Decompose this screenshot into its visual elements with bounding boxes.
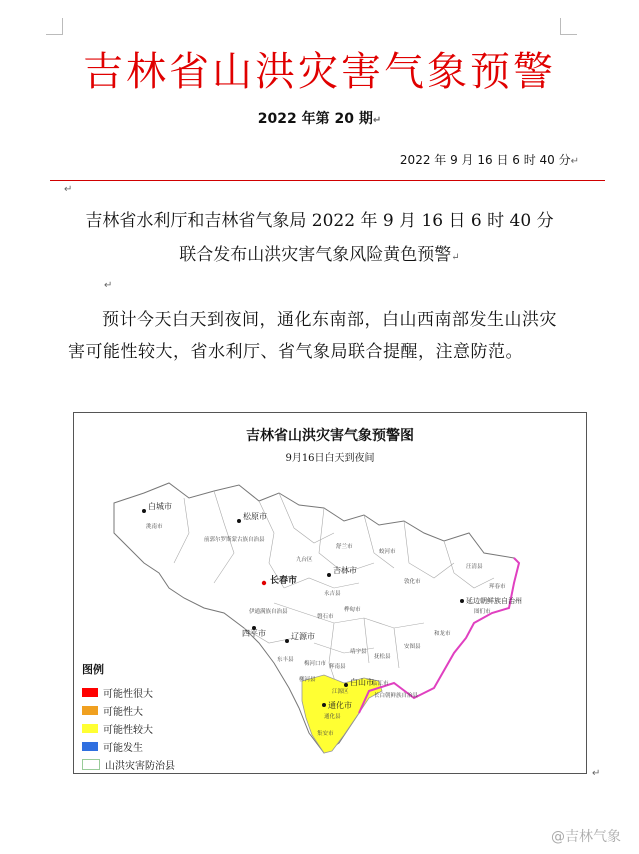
legend-swatch <box>82 724 98 733</box>
heading-line-1: 吉林省水利厅和吉林省气象局 2022 年 9 月 16 日 6 时 40 分 <box>85 211 554 231</box>
city-label-jilin: 吉林市 <box>333 566 357 575</box>
county-label: 图们市 <box>474 609 491 615</box>
county-label: 通化县 <box>324 714 341 720</box>
county-label: 辉南县 <box>329 664 346 670</box>
county-label: 江源区 <box>332 689 349 695</box>
corner-mark-right <box>560 18 577 35</box>
legend-item: 山洪灾害防治县 <box>82 755 175 773</box>
city-label-songyuan: 松原市 <box>243 512 267 521</box>
city-label-changchun: 长春市 <box>270 576 298 586</box>
county-label: 安图县 <box>404 644 421 650</box>
county-label: 敦化市 <box>404 579 421 585</box>
city-label-yanbian: 延边朝鲜族自治州 <box>466 597 522 605</box>
legend-item: 可能性大 <box>82 701 175 719</box>
county-label: 长白朝鲜族自治县 <box>374 693 419 699</box>
county-label: 磐石市 <box>317 614 334 620</box>
county-label: 前郭尔罗斯蒙古族自治县 <box>204 537 265 543</box>
county-label: 集安市 <box>317 731 334 737</box>
body-paragraph: 预计今天白天到夜间，通化东南部，白山西南部发生山洪灾害可能性较大，省水利厅、省气象局联合提醒，注意防范。 <box>68 310 557 362</box>
watermark: @吉林气象 <box>551 829 621 845</box>
legend-item: 可能性很大 <box>82 683 175 701</box>
city-label-baicheng: 白城市 <box>148 502 172 511</box>
legend-item: 可能发生 <box>82 737 175 755</box>
legend-swatch <box>82 742 98 751</box>
document-title: 吉林省山洪灾害气象预警 <box>83 49 556 95</box>
county-label: 永吉县 <box>324 591 341 597</box>
city-label-liaoyuan: 辽源市 <box>291 632 315 641</box>
heading-line-2: 联合发布山洪灾害气象风险黄色预警↵ <box>179 245 460 265</box>
county-label: 梅河口市 <box>304 661 327 667</box>
county-label: 柳河县 <box>299 677 316 683</box>
legend-swatch <box>82 688 98 697</box>
county-label: 蛟河市 <box>379 549 396 555</box>
issue-datetime: 2022 年 9 月 16 日 6 时 40 分↵ <box>399 153 579 167</box>
county-label: 东丰县 <box>277 657 294 663</box>
county-label: 洮南市 <box>146 524 163 530</box>
county-label: 舒兰市 <box>336 544 353 550</box>
city-label-tonghua: 通化市 <box>328 701 352 710</box>
city-label-baishan: 白山市 <box>350 678 374 687</box>
county-label: 抚松县 <box>374 654 391 660</box>
legend-swatch <box>82 759 100 770</box>
corner-mark-left <box>46 18 63 35</box>
map-title: 吉林省山洪灾害气象预警图 <box>246 428 414 444</box>
county-label: 珲春市 <box>489 584 506 590</box>
county-label: 靖宇县 <box>350 649 367 655</box>
legend-title: 图例 <box>82 663 104 676</box>
map-legend <box>82 661 175 773</box>
paragraph-mark: ↵ <box>592 768 601 779</box>
map-subtitle: 9月16日白天到夜间 <box>285 453 375 464</box>
county-label: 汪清县 <box>466 564 483 570</box>
paragraph-mark: ↵ <box>64 184 73 195</box>
issue-number: 2022 年第 20 期↵ <box>257 111 382 127</box>
paragraph-mark: ↵ <box>104 280 113 291</box>
city-label-siping: 四平市 <box>242 629 266 638</box>
legend-item: 可能性较大 <box>82 719 175 737</box>
county-label: 和龙市 <box>434 631 451 637</box>
warning-map <box>73 412 587 774</box>
red-rule <box>50 180 605 181</box>
county-label: 临江市 <box>372 681 389 687</box>
county-label: 桦甸市 <box>344 607 361 613</box>
county-label: 伊通满族自治县 <box>249 609 288 615</box>
legend-swatch <box>82 706 98 715</box>
county-label: 九台区 <box>296 557 313 563</box>
